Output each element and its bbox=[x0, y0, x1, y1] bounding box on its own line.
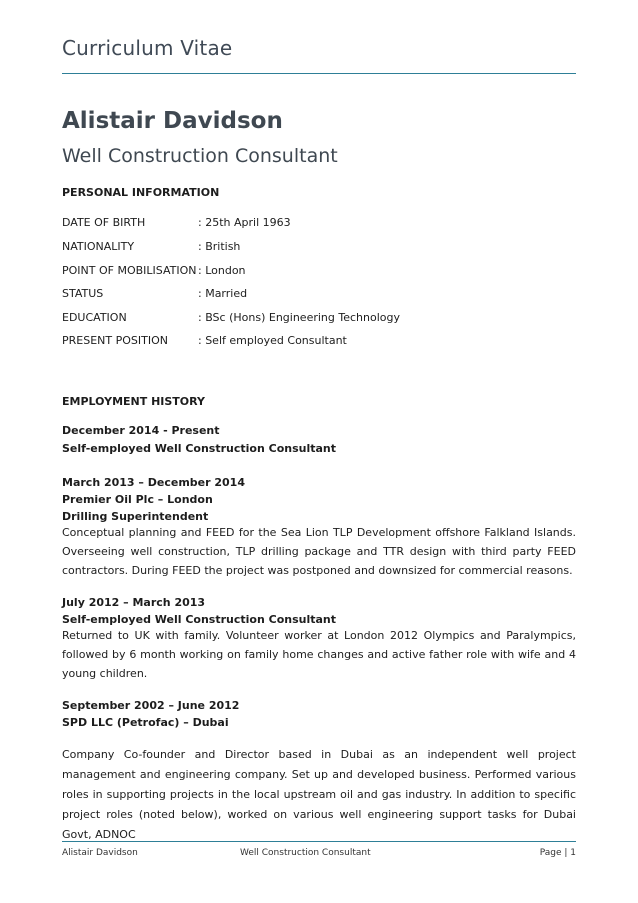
employment-history-heading: EMPLOYMENT HISTORY bbox=[62, 395, 205, 408]
pi-value-present-position: : Self employed Consultant bbox=[198, 334, 347, 347]
pi-label-nationality: NATIONALITY bbox=[62, 240, 135, 253]
employment-description: Conceptual planning and FEED for the Sea Lion TLP Development offshore Falkland Islands. Overseeing well construction, TLP drilling package and TTR design with third party FEED contractors. During FEED the project was postponed and downsized for commercial reasons. bbox=[62, 526, 576, 577]
employment-dates: July 2012 – March 2013 bbox=[62, 596, 206, 609]
header-divider bbox=[62, 73, 576, 74]
employment-company: SPD LLC (Petrofac) – Dubai bbox=[62, 716, 229, 729]
employment-title: Self-employed Well Construction Consultant bbox=[62, 613, 337, 626]
pi-value-nationality: : British bbox=[198, 240, 241, 253]
footer-role: Well Construction Consultant bbox=[240, 848, 371, 858]
employment-description: Company Co-founder and Director based in Dubai as an independent well project management and engineering company. Set up and developed business. Performed various roles in supporting projects in the local upstream oil and gas industry. In addition to specific project roles (noted below), worked on various well engineering support tasks for Dubai Govt, ADNOC bbox=[62, 748, 576, 841]
pi-value-mobilisation: : London bbox=[198, 264, 246, 277]
employment-dates: March 2013 – December 2014 bbox=[62, 476, 245, 489]
candidate-name: Alistair Davidson bbox=[62, 108, 283, 134]
employment-title: Self-employed Well Construction Consultant bbox=[62, 442, 337, 455]
document-title: Curriculum Vitae bbox=[62, 36, 233, 60]
personal-info-heading: PERSONAL INFORMATION bbox=[62, 186, 220, 199]
employment-dates: December 2014 - Present bbox=[62, 424, 220, 437]
pi-value-status: : Married bbox=[198, 287, 248, 300]
footer-divider bbox=[62, 841, 576, 842]
pi-label-present-position: PRESENT POSITION bbox=[62, 334, 168, 347]
pi-label-status: STATUS bbox=[62, 287, 104, 300]
employment-company: Premier Oil Plc – London bbox=[62, 493, 213, 506]
pi-label-dob: DATE OF BIRTH bbox=[62, 216, 146, 229]
pi-label-mobilisation: POINT OF MOBILISATION bbox=[62, 264, 197, 277]
employment-dates: September 2002 – June 2012 bbox=[62, 699, 240, 712]
candidate-role: Well Construction Consultant bbox=[62, 145, 338, 167]
pi-label-education: EDUCATION bbox=[62, 311, 127, 324]
employment-title: Drilling Superintendent bbox=[62, 510, 209, 523]
employment-description: Returned to UK with family. Volunteer worker at London 2012 Olympics and Paralympics, followed by 6 month working on family home changes and active father role with wife and 4 young children. bbox=[62, 629, 576, 680]
footer-author: Alistair Davidson bbox=[62, 848, 138, 858]
footer-page-number: Page | 1 bbox=[539, 848, 576, 858]
pi-value-education: : BSc (Hons) Engineering Technology bbox=[198, 311, 400, 324]
pi-value-dob: : 25th April 1963 bbox=[198, 216, 291, 229]
